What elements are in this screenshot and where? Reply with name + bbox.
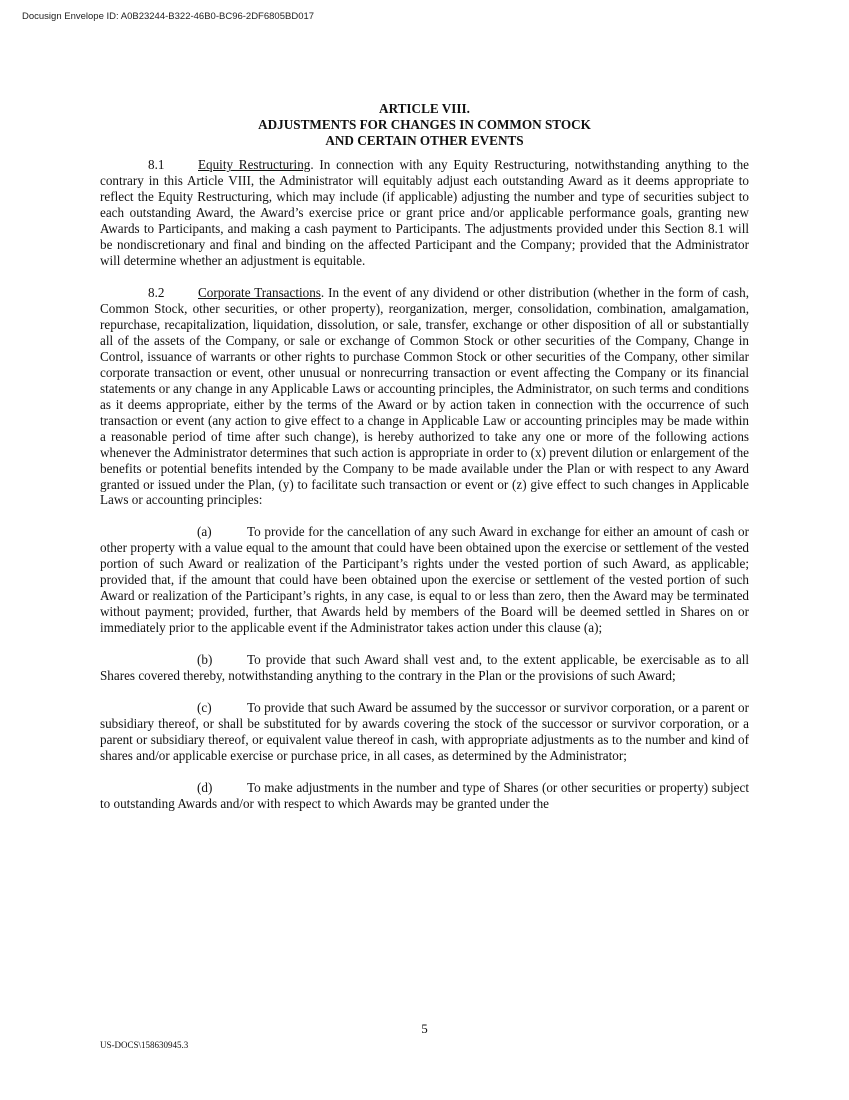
clause-text: To make adjustments in the number and type of Shares (or other securities or property) subject to outstanding Awards and/or with respect to which Awards may be granted under the xyxy=(100,779,749,811)
article-heading xyxy=(100,101,749,148)
section-8-2 xyxy=(100,285,749,508)
clause-d xyxy=(100,780,749,812)
clause-c xyxy=(100,700,749,764)
clause-a xyxy=(100,524,749,636)
section-number: 8.1 xyxy=(148,157,165,173)
article-subtitle-line2: AND CERTAIN OTHER EVENTS xyxy=(325,132,524,148)
section-8-1 xyxy=(100,157,749,269)
document-page xyxy=(100,101,749,828)
section-heading: Equity Restructuring xyxy=(198,157,311,173)
section-heading: Corporate Transactions xyxy=(198,285,321,301)
docusign-envelope-id: Docusign Envelope ID: A0B23244-B322-46B0-BC96-2DF6805BD017 xyxy=(22,11,315,22)
clause-label: (a) xyxy=(197,524,212,540)
section-body: . In the event of any dividend or other distribution (whether in the form of cash, Common Stock, other securities, or other property), reorganization, merger, consolidation, combination, amalgamation, repurchase, recapitalization, liquidation, dissolution, or sale, transfer, exchange or other disposition of all or substantially all of the assets of the Company, or sale or exchange of Common Stock or other securities of the Company, Change in Control, issuance of warrants or other rights to purchase Common Stock or other securities of the Company, other similar corporate transaction or event, other unusual or nonrecurring transaction or event affecting the Company or its financial statements or any change in any Applicable Laws or accounting principles, the Administrator, on such terms and conditions as it deems appropriate, either by the terms of the Award or by action taken in connection with the occurrence of such transaction or event (any action to give effect to a change in Applicable Law or accounting principles may be made within a reasonable period of time after such change), is hereby authorized to take any one or more of the following actions whenever the Administrator determines that such action is appropriate in order to (x) prevent dilution or enlargement of the benefits or potential benefits intended by the Company to be made available under the Plan or with respect to any Award granted or issued under the Plan, (y) to facilitate such transaction or event or (z) give effect to such changes in Applicable Laws or accounting principles: xyxy=(100,285,749,508)
article-subtitle-line1: ADJUSTMENTS FOR CHANGES IN COMMON STOCK xyxy=(258,116,591,132)
clause-text: To provide for the cancellation of any such Award in exchange for either an amount of cash or other property with a value equal to the amount that could have been obtained upon the exercise or settlement of the vested portion of such Award or realization of the Participant’s rights under the vested portion of such Award, as applicable; provided that, if the amount that could have been obtained upon the exercise or settlement of the vested portion of such Award or realization of the Participant’s rights, in any case, is equal to or less than zero, then the Award may be terminated without payment; provided, further, that Awards held by members of the Board will be deemed settled in Shares on or immediately prior to the applicable event if the Administrator takes action under this clause (a); xyxy=(100,524,749,636)
clause-label: (c) xyxy=(197,699,212,715)
clause-b xyxy=(100,652,749,684)
section-body: . In connection with any Equity Restructuring, notwithstanding anything to the contrary in this Article VIII, the Administrator will equitably adjust each outstanding Award as it deems appropriate to reflect the Equity Restructuring, which may include (if applicable) adjusting the number and type of securities subject to each outstanding Award, the Award’s exercise price or grant price and/or applicable performance goals, granting new Awards to Participants, and making a cash payment to Participants. The adjustments provided under this Section 8.1 will be nondiscretionary and final and binding on the affected Participant and the Company; provided that the Administrator will determine whether an adjustment is equitable. xyxy=(100,157,749,269)
article-title: ARTICLE VIII. xyxy=(379,101,470,116)
document-id: US-DOCS\158630945.3 xyxy=(100,1040,189,1050)
clause-label: (b) xyxy=(197,652,213,668)
clause-text: To provide that such Award shall vest and, to the extent applicable, be exercisable as to all Shares covered thereby, notwithstanding anything to the contrary in the Plan or the provisions of such Award; xyxy=(100,652,749,684)
clause-label: (d) xyxy=(197,779,213,795)
page-number: 5 xyxy=(421,1021,428,1036)
clause-text: To provide that such Award be assumed by the successor or survivor corporation, or a parent or subsidiary thereof, or shall be substituted for by awards covering the stock of the successor or survivor corporation, or a parent or subsidiary thereof, or equivalent value thereof in cash, with appropriate adjustments as to the number and kind of shares and/or applicable exercise or purchase price, in all cases, as determined by the Administrator; xyxy=(100,699,749,763)
section-number: 8.2 xyxy=(148,285,165,301)
